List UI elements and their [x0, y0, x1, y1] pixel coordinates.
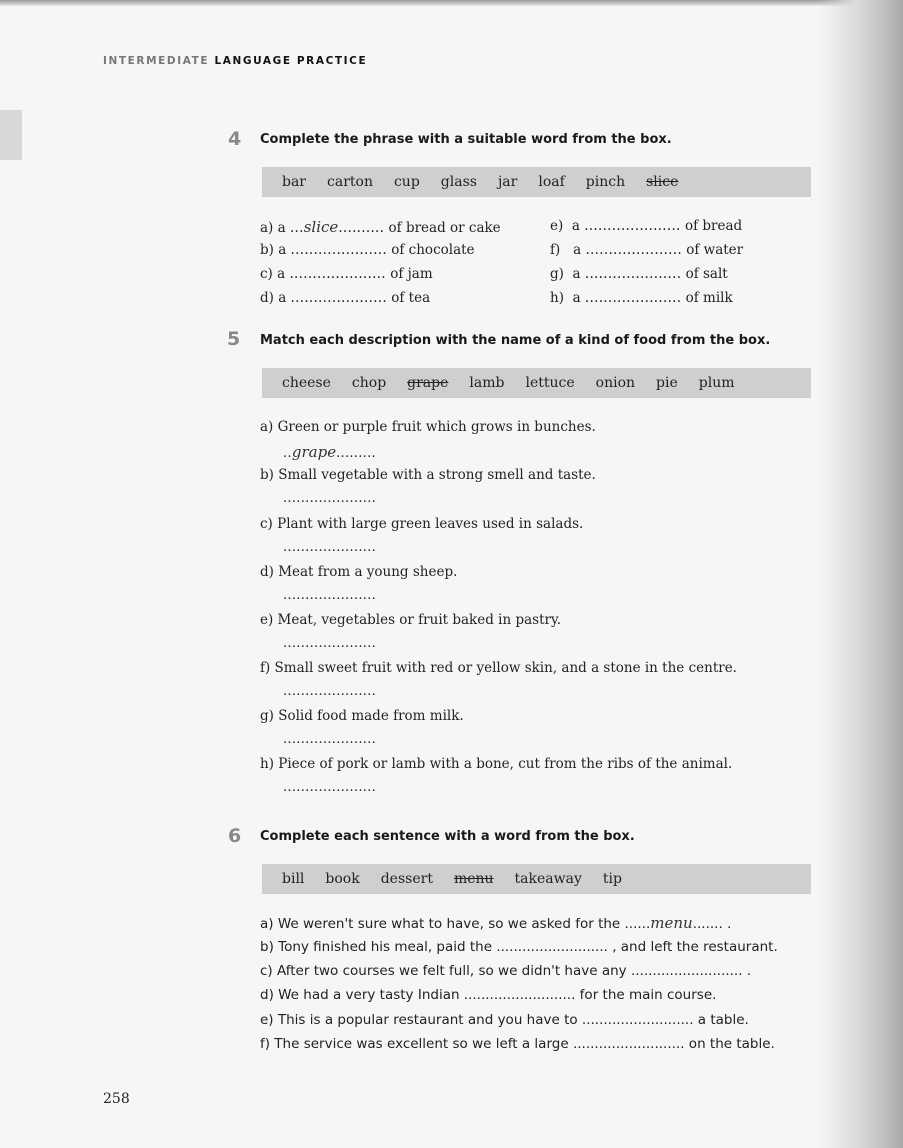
exercise-5-answer-line: ..................... — [283, 491, 377, 506]
exercise-5-answer-line: ..................... — [283, 636, 377, 651]
exercise-6-sentence: a) We weren't sure what to have, so we asked for the ......menu....... . — [260, 914, 732, 932]
exercise-4-item: g) a ..................... of salt — [550, 266, 728, 282]
word-box-item: takeaway — [514, 871, 582, 887]
exercise-5-item: b) Small vegetable with a strong smell and taste. — [260, 467, 596, 483]
word-box-item: lettuce — [525, 375, 575, 391]
word-box-item: plum — [698, 375, 735, 391]
exercise-4-item: a) a ...slice.......... of bread or cake — [260, 218, 501, 236]
page-number: 258 — [103, 1091, 130, 1107]
exercise-6-sentence: d) We had a very tasty Indian .......................... for the main course. — [260, 987, 717, 1003]
word-box-item: pinch — [585, 174, 626, 190]
word-box-item: dessert — [380, 871, 433, 887]
word-box-item: onion — [595, 375, 636, 391]
exercise-5-word-box — [262, 368, 811, 398]
word-box-item: book — [325, 871, 360, 887]
exercise-5-answer-line: ..................... — [283, 588, 377, 603]
exercise-5-instruction: Match each description with the name of a kind of food from the box. — [260, 333, 771, 348]
exercise-5-answer-line: ..................... — [283, 540, 377, 555]
exercise-6-word-box — [262, 864, 811, 894]
exercise-4-number: 4 — [228, 128, 242, 150]
exercise-5-item: f) Small sweet fruit with red or yellow skin, and a stone in the centre. — [260, 660, 737, 676]
header-series: INTERMEDIATE — [103, 55, 210, 67]
exercise-5-item: h) Piece of pork or lamb with a bone, cut from the ribs of the animal. — [260, 756, 733, 772]
header-title: LANGUAGE PRACTICE — [214, 55, 368, 67]
word-box-item-used: grape — [407, 375, 449, 391]
exercise-5-answer-line: ..grape......... — [283, 443, 376, 461]
word-box-item: lamb — [469, 375, 505, 391]
exercise-5-item: d) Meat from a young sheep. — [260, 564, 458, 580]
page-spine-shadow — [818, 0, 903, 1148]
exercise-6-sentence: c) After two courses we felt full, so we didn't have any .......................... . — [260, 963, 752, 979]
exercise-6-sentence: b) Tony finished his meal, paid the .......................... , and left the restaurant. — [260, 939, 778, 955]
word-box-item-used: menu — [453, 871, 494, 887]
word-box-item: cheese — [282, 375, 331, 391]
exercise-4-item: h) a ..................... of milk — [550, 290, 733, 306]
word-box-item: chop — [351, 375, 387, 391]
exercise-5-item: c) Plant with large green leaves used in salads. — [260, 516, 584, 532]
exercise-5-item: e) Meat, vegetables or fruit baked in pastry. — [260, 612, 562, 628]
exercise-4-item: f) a ..................... of water — [550, 242, 744, 258]
exercise-5-number: 5 — [227, 328, 241, 350]
exercise-4-word-box — [262, 167, 811, 197]
exercise-4-item: c) a ..................... of jam — [260, 266, 433, 282]
exercise-4-item: b) a ..................... of chocolate — [260, 242, 475, 258]
exercise-4-item: d) a ..................... of tea — [260, 290, 431, 306]
running-header — [103, 55, 367, 67]
word-box-item: bill — [282, 871, 305, 887]
word-box-item: pie — [656, 375, 678, 391]
handwritten-answer: slice — [303, 218, 339, 236]
word-box-item: jar — [497, 174, 518, 190]
exercise-4-instruction: Complete the phrase with a suitable word from the box. — [260, 132, 672, 147]
page-left-shadow — [0, 110, 22, 160]
exercise-5-answer-line: ..................... — [283, 780, 377, 795]
exercise-6-sentence: e) This is a popular restaurant and you have to .......................... a table. — [260, 1012, 749, 1028]
word-box-item: cup — [393, 174, 420, 190]
page-top-shadow — [0, 0, 903, 6]
word-box-item: carton — [327, 174, 373, 190]
word-box-item: loaf — [538, 174, 565, 190]
exercise-4-item: e) a ..................... of bread — [550, 218, 743, 234]
handwritten-answer: menu — [650, 914, 693, 932]
word-box-item: bar — [282, 174, 307, 190]
word-box-item-used: slice — [646, 174, 679, 190]
word-box-item: glass — [440, 174, 477, 190]
exercise-5-item: g) Solid food made from milk. — [260, 708, 464, 724]
exercise-5-answer-line: ..................... — [283, 732, 377, 747]
exercise-6-instruction: Complete each sentence with a word from the box. — [260, 829, 635, 844]
handwritten-answer: grape — [291, 443, 337, 461]
exercise-5-answer-line: ..................... — [283, 684, 377, 699]
word-box-item: tip — [602, 871, 622, 887]
exercise-6-number: 6 — [228, 825, 242, 847]
exercise-5-item: a) Green or purple fruit which grows in bunches. — [260, 419, 596, 435]
exercise-6-sentence: f) The service was excellent so we left a large .......................... on the table. — [260, 1036, 775, 1052]
